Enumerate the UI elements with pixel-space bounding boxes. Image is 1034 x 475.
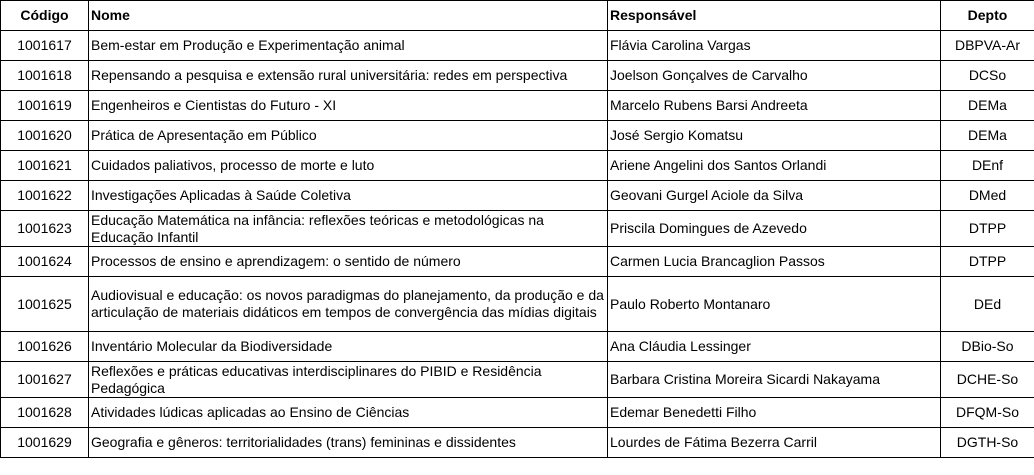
cell-codigo: 1001621 [1,151,89,181]
cell-responsavel: Ariene Angelini dos Santos Orlandi [608,151,941,181]
cell-depto: DEMa [941,121,1034,151]
cell-responsavel: Marcelo Rubens Barsi Andreeta [608,91,941,121]
table-row [1,428,1034,458]
cell-responsavel: Ana Cláudia Lessinger [608,332,941,362]
cell-depto: DEd [941,277,1034,332]
table-row [1,121,1034,151]
table-row [1,31,1034,61]
cell-nome: Investigações Aplicadas à Saúde Coletiva [89,181,608,211]
cell-depto: DEnf [941,151,1034,181]
cell-nome: Bem-estar em Produção e Experimentação animal [89,31,608,61]
cell-responsavel: José Sergio Komatsu [608,121,941,151]
cell-codigo: 1001619 [1,91,89,121]
table-row [1,247,1034,277]
cell-responsavel: Carmen Lucia Brancaglion Passos [608,247,941,277]
table-row [1,181,1034,211]
table-row [1,61,1034,91]
cell-responsavel: Barbara Cristina Moreira Sicardi Nakayama [608,362,941,398]
cell-depto: DMed [941,181,1034,211]
cell-responsavel: Paulo Roberto Montanaro [608,277,941,332]
cell-responsavel: Geovani Gurgel Aciole da Silva [608,181,941,211]
cell-responsavel: Priscila Domingues de Azevedo [608,211,941,247]
cell-codigo: 1001628 [1,398,89,428]
cell-depto: DCSo [941,61,1034,91]
cell-nome: Cuidados paliativos, processo de morte e luto [89,151,608,181]
cell-codigo: 1001626 [1,332,89,362]
header-depto: Depto [941,1,1034,31]
table-row [1,362,1034,398]
table-row [1,91,1034,121]
cell-codigo: 1001629 [1,428,89,458]
cell-codigo: 1001617 [1,31,89,61]
cell-codigo: 1001618 [1,61,89,91]
cell-codigo: 1001620 [1,121,89,151]
cell-nome: Educação Matemática na infância: reflexões teóricas e metodológicas na Educação Infantil [89,211,608,247]
cell-codigo: 1001625 [1,277,89,332]
cell-depto: DTPP [941,247,1034,277]
cell-depto: DCHE-So [941,362,1034,398]
cell-depto: DTPP [941,211,1034,247]
cell-responsavel: Joelson Gonçalves de Carvalho [608,61,941,91]
header-codigo: Código [1,1,89,31]
cell-codigo: 1001624 [1,247,89,277]
cell-responsavel: Flávia Carolina Vargas [608,31,941,61]
cell-responsavel: Edemar Benedetti Filho [608,398,941,428]
cell-depto: DFQM-So [941,398,1034,428]
cell-depto: DEMa [941,91,1034,121]
cell-nome: Reflexões e práticas educativas interdisciplinares do PIBID e Residência Pedagógica [89,362,608,398]
table-row [1,151,1034,181]
cell-nome: Processos de ensino e aprendizagem: o sentido de número [89,247,608,277]
cell-nome: Engenheiros e Cientistas do Futuro - XI [89,91,608,121]
cell-nome: Repensando a pesquisa e extensão rural universitária: redes em perspectiva [89,61,608,91]
cell-nome: Atividades lúdicas aplicadas ao Ensino de Ciências [89,398,608,428]
header-responsavel: Responsável [608,1,941,31]
cell-nome: Geografia e gêneros: territorialidades (trans) femininas e dissidentes [89,428,608,458]
table-row [1,211,1034,247]
cell-depto: DBPVA-Ar [941,31,1034,61]
cell-responsavel: Lourdes de Fátima Bezerra Carril [608,428,941,458]
cell-nome: Inventário Molecular da Biodiversidade [89,332,608,362]
table-row [1,332,1034,362]
header-nome: Nome [89,1,608,31]
cell-nome: Audiovisual e educação: os novos paradigmas do planejamento, da produção e da articulação de materiais didáticos em tempos de convergência das mídias digitais [89,277,608,332]
table-row [1,277,1034,332]
cell-codigo: 1001622 [1,181,89,211]
cell-codigo: 1001623 [1,211,89,247]
cell-nome: Prática de Apresentação em Público [89,121,608,151]
cell-depto: DBio-So [941,332,1034,362]
cell-codigo: 1001627 [1,362,89,398]
header-row [1,1,1034,31]
table-row [1,398,1034,428]
cell-depto: DGTH-So [941,428,1034,458]
